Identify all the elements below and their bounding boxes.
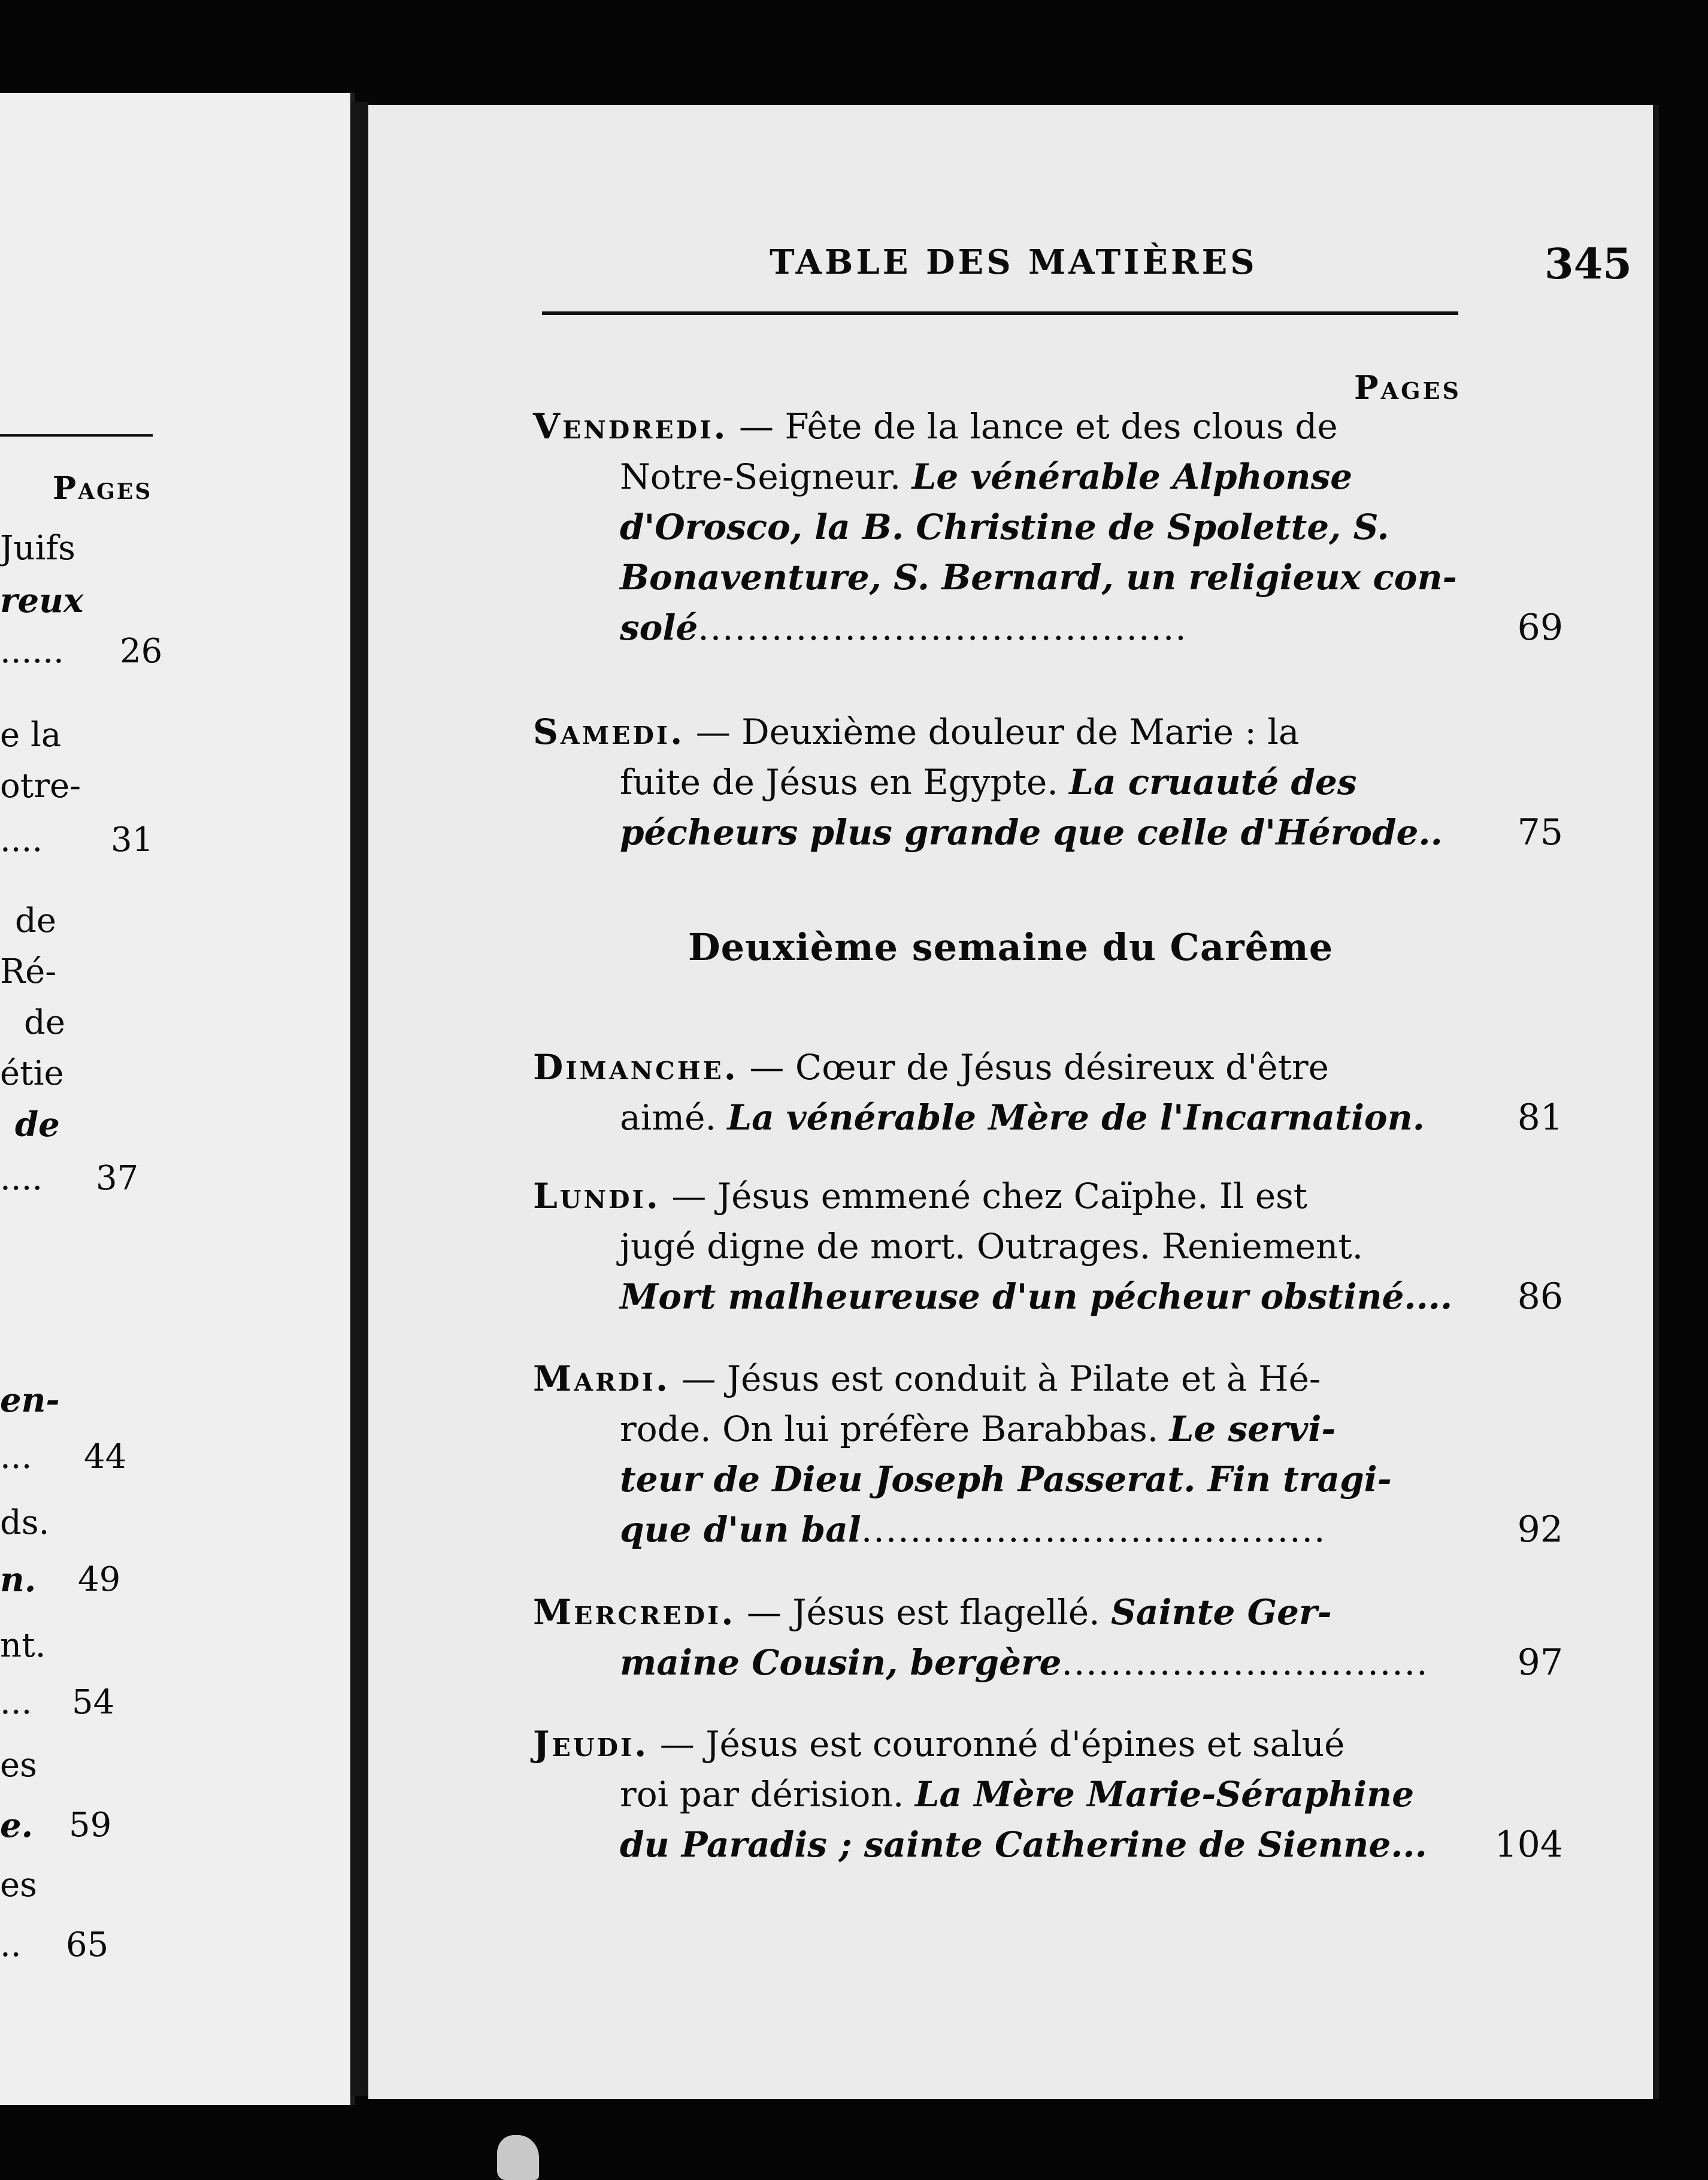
entry-page-number: 75 bbox=[1517, 812, 1563, 853]
left-page-number: 54 bbox=[72, 1683, 115, 1722]
entry-page-number: 104 bbox=[1494, 1824, 1563, 1866]
left-fragment: e la bbox=[0, 716, 62, 755]
entry-page-number: 97 bbox=[1517, 1642, 1563, 1684]
entry-line bbox=[533, 1454, 1467, 1504]
toc-entry-vendredi bbox=[533, 401, 1563, 653]
entry-text: — Cœur de Jésus désireux d'être bbox=[738, 1047, 1329, 1088]
book-binding bbox=[350, 102, 368, 2096]
entry-italic-text: d'Orosco, la B. Christine de Spolette, S. bbox=[620, 507, 1389, 547]
entry-line bbox=[533, 1504, 1563, 1555]
entry-line bbox=[533, 1637, 1563, 1688]
entry-day: Mardi. bbox=[533, 1358, 671, 1399]
entry-text: rode. On lui préfère Barabbas. bbox=[620, 1409, 1170, 1449]
entry-text: jugé digne de mort. Outrages. Reniement. bbox=[620, 1226, 1364, 1267]
entry-text: roi par dérision. bbox=[620, 1774, 915, 1815]
left-fragment: otre- bbox=[0, 767, 81, 806]
left-page-number: 65 bbox=[66, 1925, 109, 1964]
entry-line bbox=[533, 807, 1563, 858]
entry-italic-text: solé bbox=[620, 607, 698, 648]
entry-text: — Jésus est flagellé. bbox=[735, 1592, 1112, 1633]
leader-dots: .............................. bbox=[1061, 1642, 1429, 1683]
entry-line bbox=[533, 1769, 1467, 1819]
entry-line bbox=[533, 502, 1467, 552]
entry-line bbox=[533, 1587, 1467, 1637]
running-header bbox=[536, 239, 1632, 290]
entry-text: — Deuxième douleur de Marie : la bbox=[685, 711, 1300, 752]
entry-line bbox=[533, 1092, 1563, 1143]
left-page-number: 31 bbox=[111, 820, 154, 859]
entry-text: fuite de Jésus en Egypte. bbox=[620, 762, 1070, 803]
entry-line bbox=[533, 602, 1563, 653]
entry-line bbox=[533, 452, 1467, 502]
page-title: TABLE DES MATIÈRES bbox=[770, 243, 1258, 282]
left-fragment: e. bbox=[0, 1806, 34, 1845]
entry-italic-text: du Paradis ; sainte Catherine de Sienne... bbox=[620, 1824, 1427, 1865]
left-fragment: es bbox=[0, 1866, 37, 1905]
entry-day: Mercredi. bbox=[533, 1592, 736, 1633]
left-fragment: Juifs bbox=[0, 529, 75, 568]
left-fragment: Ré- bbox=[0, 952, 57, 991]
left-page-number: 44 bbox=[84, 1437, 127, 1476]
entry-italic-text: Sainte Ger- bbox=[1111, 1592, 1332, 1633]
entry-page-number: 81 bbox=[1517, 1097, 1563, 1139]
left-fragment: .... bbox=[0, 820, 43, 859]
entry-day: Lundi. bbox=[533, 1176, 661, 1216]
left-fragment: .... bbox=[0, 1159, 43, 1198]
left-page-rule bbox=[0, 434, 153, 437]
left-fragment: es bbox=[0, 1746, 37, 1785]
entry-italic-text: que d'un bal bbox=[620, 1509, 861, 1550]
left-page-number: 59 bbox=[69, 1806, 112, 1845]
entry-day: Dimanche. bbox=[533, 1047, 738, 1088]
entry-line bbox=[533, 1221, 1467, 1271]
left-fragment: n. bbox=[0, 1560, 37, 1600]
toc-entry-mardi bbox=[533, 1354, 1563, 1555]
entry-text: Notre-Seigneur. bbox=[620, 456, 912, 497]
left-fragment: en- bbox=[0, 1380, 60, 1420]
entry-italic-text: La Mère Marie-Séraphine bbox=[914, 1774, 1415, 1815]
left-fragment: reux bbox=[0, 581, 84, 620]
left-fragment: de bbox=[15, 1105, 60, 1144]
entry-line bbox=[533, 1404, 1467, 1454]
leader-dots: ...................................... bbox=[861, 1509, 1327, 1550]
left-fragment: ... bbox=[0, 1437, 32, 1476]
page-number: 345 bbox=[1544, 239, 1632, 289]
entry-line bbox=[533, 401, 1467, 452]
leader-dots: ........................................ bbox=[698, 607, 1188, 648]
entry-italic-text: La cruauté des bbox=[1069, 762, 1357, 803]
left-page-number: 37 bbox=[96, 1159, 139, 1198]
right-page bbox=[368, 105, 1659, 2099]
entry-page-number: 86 bbox=[1517, 1276, 1563, 1318]
entry-text: — Jésus est conduit à Pilate et à Hé- bbox=[670, 1358, 1321, 1399]
entry-italic-text: maine Cousin, bergère bbox=[620, 1642, 1062, 1683]
entry-italic-text: pécheurs plus grande que celle d'Hérode.. bbox=[620, 812, 1443, 853]
entry-line bbox=[533, 552, 1467, 602]
scan-artifact bbox=[497, 2135, 539, 2180]
header-rule bbox=[542, 311, 1458, 315]
toc-entry-samedi bbox=[533, 707, 1563, 858]
entry-line bbox=[533, 1042, 1467, 1092]
entry-italic-text: Bonaventure, S. Bernard, un religieux con- bbox=[620, 557, 1457, 598]
entry-italic-text: La vénérable Mère de l'Incarnation. bbox=[727, 1097, 1425, 1138]
entry-day: Jeudi. bbox=[533, 1724, 649, 1764]
entry-line bbox=[533, 1271, 1563, 1322]
left-fragment: ...... bbox=[0, 632, 64, 671]
entry-text: aimé. bbox=[620, 1097, 728, 1138]
entry-text: — Jésus est couronné d'épines et salué bbox=[649, 1724, 1345, 1764]
toc-entry-lundi bbox=[533, 1171, 1563, 1322]
entry-italic-text: Le vénérable Alphonse bbox=[911, 456, 1353, 497]
entry-text: — Jésus emmené chez Caïphe. Il est bbox=[660, 1176, 1308, 1216]
left-fragment: nt. bbox=[0, 1626, 46, 1665]
entry-day: Vendredi. bbox=[533, 406, 728, 447]
left-page bbox=[0, 93, 355, 2105]
entry-italic-text: Le servi- bbox=[1169, 1409, 1336, 1449]
entry-line bbox=[533, 1719, 1467, 1769]
section-title: Deuxième semaine du Carême bbox=[688, 925, 1334, 969]
left-fragment: de bbox=[24, 1003, 65, 1042]
left-fragment: .. bbox=[0, 1925, 22, 1964]
toc-entry-mercredi bbox=[533, 1587, 1563, 1688]
left-fragment: de bbox=[15, 901, 56, 940]
entry-italic-text: Mort malheureuse d'un pécheur obstiné.... bbox=[620, 1276, 1453, 1317]
entry-page-number: 69 bbox=[1517, 607, 1563, 649]
entry-day: Samedi. bbox=[533, 711, 685, 752]
entry-text: — Fête de la lance et des clous de bbox=[728, 406, 1338, 447]
toc-entry-dimanche bbox=[533, 1042, 1563, 1143]
entry-line bbox=[533, 707, 1467, 757]
left-page-number: 49 bbox=[78, 1560, 121, 1599]
pages-column-label: Pages bbox=[1354, 368, 1461, 407]
left-pages-label: Pages bbox=[53, 470, 153, 507]
left-fragment: étie bbox=[0, 1054, 64, 1093]
entry-line bbox=[533, 1354, 1467, 1404]
entry-line bbox=[533, 757, 1467, 807]
entry-line bbox=[533, 1819, 1563, 1870]
entry-page-number: 92 bbox=[1517, 1509, 1563, 1551]
left-page-number: 26 bbox=[120, 632, 163, 671]
left-fragment: ds. bbox=[0, 1503, 50, 1542]
toc-entry-jeudi bbox=[533, 1719, 1563, 1870]
entry-line bbox=[533, 1171, 1467, 1221]
left-fragment: ... bbox=[0, 1683, 32, 1722]
entry-italic-text: teur de Dieu Joseph Passerat. Fin tragi- bbox=[620, 1459, 1392, 1500]
